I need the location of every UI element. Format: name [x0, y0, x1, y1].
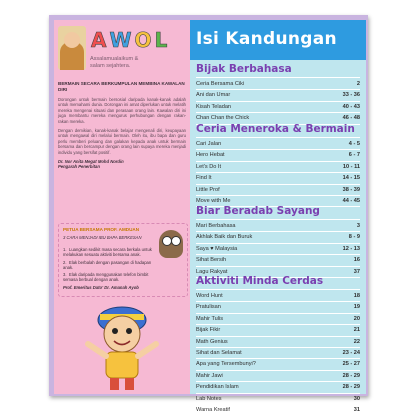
toc-section-aktiviti-minda — [196, 275, 360, 416]
section-title: Ceria Meneroka & Bermain — [196, 123, 355, 135]
editor-signature: Dr. Nor Anita Megat Mohd Nordin Pengarah Penerbitan — [58, 159, 124, 170]
prof-tips-box — [58, 223, 188, 297]
toc-item[interactable]: Sihat Bersih 16 — [196, 255, 360, 266]
title-bar — [190, 20, 366, 60]
table-of-contents — [190, 20, 366, 413]
editor-portrait — [58, 26, 86, 70]
editor-note-paragraph: Dorongan untuk bermain bersosial daripada kanak-kanak adalah untuk memahami dunia. Dorongan ini amat diperlukan untuk melatih mereka mengenai situasi dan perasaan orang lain. Kawalan diri ini juga membantu mereka mengurus perhubungan dengan rakan-rakan mereka. — [58, 97, 186, 124]
section-title: Biar Beradab Sayang — [196, 205, 320, 217]
toc-item[interactable]: Cari Jalan 4 - 5 — [196, 139, 360, 150]
toc-item[interactable]: Ani dan Umar 33 - 36 — [196, 90, 360, 101]
toc-item[interactable]: Find It 14 - 15 — [196, 173, 360, 184]
toc-item[interactable]: Hero Hebat 6 - 7 — [196, 150, 360, 161]
toc-item[interactable]: Akhlak Baik dan Buruk 8 - 9 — [196, 232, 360, 243]
toc-item[interactable]: Little Prof 38 - 39 — [196, 185, 360, 196]
toc-section-ceria-meneroka — [196, 123, 360, 207]
toc-item[interactable]: Math Genius 22 — [196, 337, 360, 348]
toc-item[interactable]: Ceria Bersama Ciki 2 — [196, 79, 360, 90]
prof-tip: 3. Elak daripada menggunakan telefon bimbit semasa berbual dengan anak. — [63, 272, 149, 283]
prof-signature: Prof. Emeritus Dato' Dr. Amanah Ayob — [63, 285, 139, 290]
prof-tip: 2. Elak berbalah dengan pasangan di hadapan anak. — [63, 260, 152, 271]
toc-item[interactable]: Lagu Rakyat 37 — [196, 267, 360, 278]
greeting: Assalamualaikum & salam sejahtera. — [90, 56, 139, 69]
prof-tips-heading: PETUA BERSAMA PROF. AMDUAN — [63, 227, 140, 232]
awol-logo: A W O L — [91, 28, 169, 52]
editor-note-paragraph: Dengan demikian, kanak-kanak belajar mengenali diri, keupayaan untuk mengawal diri melalui bermain. Oleh itu, ibu bapa dan guru perlu memberi peluang dan galakan kepada anak untuk bermain bersama dan bercampur dengan orang lain supaya mereka menjadi individu yang bersifat positif. — [58, 128, 186, 155]
toc-item[interactable]: Pratulisan 19 — [196, 302, 360, 313]
toc-item[interactable]: Chan Chan the Chick 46 - 48 — [196, 113, 360, 124]
toc-item[interactable]: Word Hunt 18 — [196, 291, 360, 302]
owl-icon — [159, 230, 183, 258]
section-title: Bijak Berbahasa — [196, 63, 292, 75]
toc-item[interactable]: Move with Me 44 - 45 — [196, 196, 360, 207]
logo-block — [54, 20, 190, 90]
toc-item[interactable]: Kisah Teladan 40 - 43 — [196, 102, 360, 113]
mascot-character — [76, 300, 168, 394]
toc-item[interactable]: Mahir Jawi 28 - 29 — [196, 371, 360, 382]
section-title: Aktiviti Minda Cerdas — [196, 275, 324, 287]
toc-item[interactable]: Sihat dan Selamat 23 - 24 — [196, 348, 360, 359]
prof-tips-subheading: 3 CARA MENJADI IBU BAPA BERKESAN — [63, 235, 142, 240]
toc-item[interactable]: Warna Kreatif 31 — [196, 405, 360, 416]
toc-item[interactable]: Apa yang Tersembunyi? 25 - 27 — [196, 359, 360, 370]
toc-section-bijak-berbahasa — [196, 63, 360, 125]
toc-item[interactable]: Saya ♥ Malaysia 12 - 13 — [196, 244, 360, 255]
magazine-page — [49, 15, 368, 413]
prof-tip: 1. Luangkan sedikit masa secara berkala untuk melakukan sesuatu aktiviti bersama anak. — [63, 247, 152, 258]
left-column — [54, 20, 190, 394]
toc-item[interactable]: Bijak Fikir 21 — [196, 325, 360, 336]
toc-item[interactable]: Mahir Tulis 20 — [196, 314, 360, 325]
toc-item[interactable]: Lab Notes 30 — [196, 394, 360, 405]
toc-item[interactable]: Let's Do It 10 - 11 — [196, 162, 360, 173]
toc-item[interactable]: Mari Berbahasa 3 — [196, 221, 360, 232]
editor-note-title: BERMAIN SECARA BERKUMPULAN MEMBINA KAWALAN DIRI — [58, 81, 185, 92]
toc-item[interactable]: Pendidikan Islam 28 - 29 — [196, 382, 360, 393]
toc-section-biar-beradab — [196, 205, 360, 278]
page-title: Isi Kandungan — [196, 29, 337, 49]
